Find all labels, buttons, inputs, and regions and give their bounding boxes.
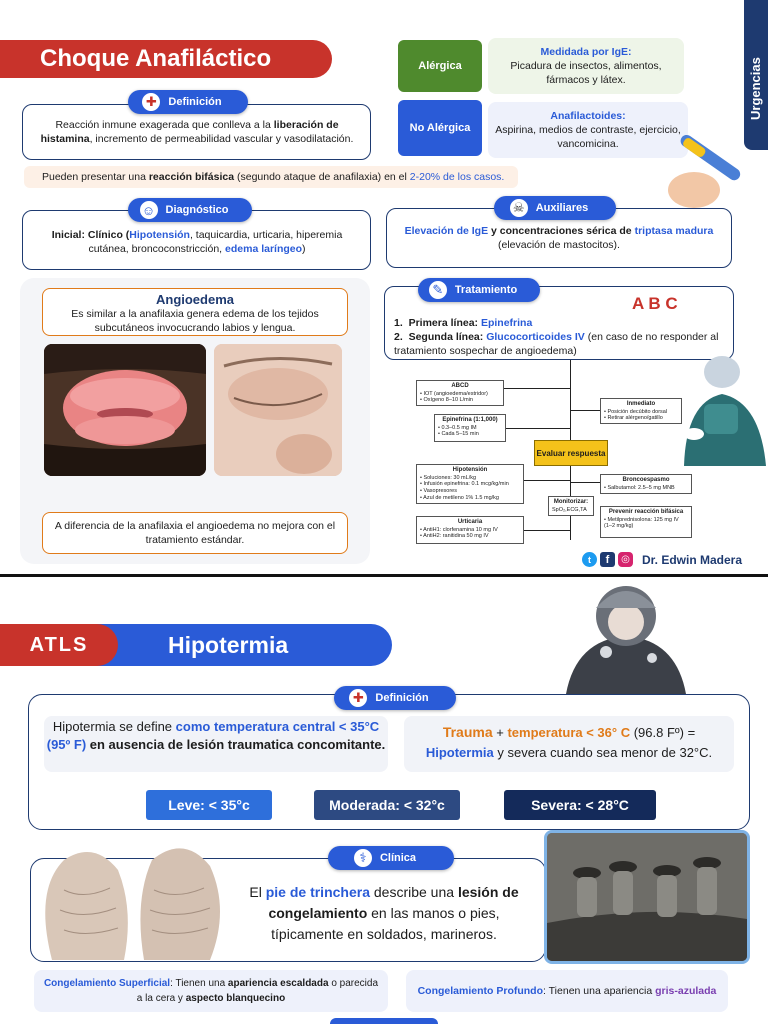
angioedema-head: Angioedema Es similar a la anafilaxia genera edema de los tejidos subcutáneos invocucrando labios y lengua. xyxy=(42,288,348,336)
hipotermia-title: Hipotermia xyxy=(168,631,289,658)
syringe-icon: ✎ xyxy=(427,279,449,301)
urgencias-tab: Urgencias xyxy=(744,0,768,150)
diagnostico-text: Inicial: Clínico (Hipotensión, taquicardia, urticaria, hiperemia cutánea, broncoconstricción, edema laríngeo) xyxy=(51,229,343,256)
hipo-definicion-text: Hipotermia se define como temperatura central < 35°C (95º F) en ausencia de lesión traumatica concomitante. xyxy=(44,716,388,772)
grado-moderada: Moderada: < 32°c xyxy=(314,790,460,820)
flow-epinefrina: Epinefrina (1:1,000) • 0.3–0.5 mg IM • Cada 5–15 min xyxy=(434,414,506,442)
hipo-formula: Trauma + temperatura < 36° C (96.8 Fº) = Hipotermia y severa cuando sea menor de 32°C. xyxy=(404,716,734,772)
instagram-icon[interactable]: ◎ xyxy=(618,552,633,567)
grado-severa: Severa: < 28°C xyxy=(504,790,656,820)
alergica-tag: Alérgica xyxy=(398,40,482,92)
abc-label: A B C xyxy=(632,294,678,313)
clipboard-icon: ✚ xyxy=(140,91,162,113)
skeleton-icon: ☠ xyxy=(508,197,530,219)
grado-leve: Leve: < 35°c xyxy=(146,790,272,820)
doctor-icon: ☺ xyxy=(138,199,160,221)
trench-feet-photo xyxy=(34,830,224,960)
clinica-pill: ⚕ Clínica xyxy=(328,846,454,870)
angioedema-note: A diferencia de la anafilaxia el angioedema no mejora con el tratamiento estándar. xyxy=(42,512,348,554)
trench-soldiers-photo xyxy=(544,830,750,964)
auxiliares-text: Elevación de IgE y concentraciones sérica de triptasa madura (elevación de mastocitos). xyxy=(404,225,714,252)
epinephrine-pen-icon xyxy=(664,128,744,210)
section-divider xyxy=(0,574,768,577)
hipo-definicion-pill: ✚ Definición xyxy=(334,686,456,710)
auxiliares-pill: ☠ Auxiliares xyxy=(494,196,616,220)
no-alergica-tag: No Alérgica xyxy=(398,100,482,156)
flow-inmediato: Inmediato • Posición decúbito dorsal • Retirar alérgeno/gatillo xyxy=(600,398,682,424)
atls-badge: ATLS xyxy=(0,624,118,666)
next-section-pill-partial xyxy=(330,1018,438,1024)
angioedema-lips-photo xyxy=(44,344,206,476)
flow-broncoespasmo: Broncoespasmo • Salbutamol: 2.5–5 mg MNB xyxy=(600,474,692,494)
definicion-text: Reacción inmune exagerada que conlleva a la liberación de histamina, incremento de permeabilidad vascular y vasodilatación. xyxy=(40,119,354,146)
alergica-desc: Medidada por IgE: Picadura de insectos, alimentos, fármacos y látex. xyxy=(488,38,684,94)
definicion-pill: ✚ Definición xyxy=(128,90,248,114)
bifasica-banner: Pueden presentar una reacción bifásica (segundo ataque de anafilaxia) en el 2-20% de los casos. xyxy=(24,166,518,188)
clipboard-icon-2: ✚ xyxy=(347,687,369,709)
no-alergica-desc: Anafilactoides: Aspirina, medios de contraste, ejercicio, vancomicina. xyxy=(488,102,688,158)
clinica-text: El pie de trinchera describe una lesión de congelamiento en las manos o pies, típicamente en soldados, marineros. xyxy=(249,884,519,942)
diagnostico-pill: ☺ Diagnóstico xyxy=(128,198,252,222)
flow-monitorizar: Monitorizar: SpO₂,ECG,TA xyxy=(548,496,594,516)
flow-prevenir: Prevenir reacción bifásica • Metilprednisolona: 125 mg IV (1–2 mg/kg) xyxy=(600,506,692,538)
flow-evaluar: Evaluar respuesta xyxy=(534,440,608,466)
tratamiento-pill: ✎ Tratamiento xyxy=(418,278,540,302)
congelamiento-profundo: Congelamiento Profundo: Tienen una apariencia gris-azulada xyxy=(406,970,728,1012)
frozen-soldier-illustration-icon xyxy=(556,578,696,694)
flow-urticaria: Urticaria • AntiH1: clorfenamina 10 mg IV • AntiH2: ranitidina 50 mg IV xyxy=(416,516,524,544)
choque-title: Choque Anafiláctico xyxy=(0,40,332,78)
twitter-icon[interactable]: t xyxy=(582,552,597,567)
flow-hipotension: Hipotensión • Soluciones: 30 mL/kg • Infusión epinefrina: 0.1 mcg/kg/min • Vasopresores • Azul de metileno 1% 1.5 mg/kg xyxy=(416,464,524,504)
author-line: t f ◎ Dr. Edwin Madera xyxy=(582,552,742,567)
nurse-illustration-icon xyxy=(676,350,766,466)
facebook-icon[interactable]: f xyxy=(600,552,615,567)
angioedema-eye-photo xyxy=(214,344,342,476)
congelamiento-superficial: Congelamiento Superficial: Tienen una apariencia escaldada o parecida a la cera y aspecto blanquecino xyxy=(34,970,388,1012)
tratamiento-list: 1. Primera línea: Epinefrina 2. Segunda línea: Glucocorticoides IV (en caso de no responder al tratamiento sospechar de angioedema) xyxy=(394,317,719,358)
stethoscope-icon: ⚕ xyxy=(352,847,374,869)
flow-abcd: ABCD • IOT (angioedema/estridor) • Oxígeno 8–10 L/min xyxy=(416,380,504,406)
